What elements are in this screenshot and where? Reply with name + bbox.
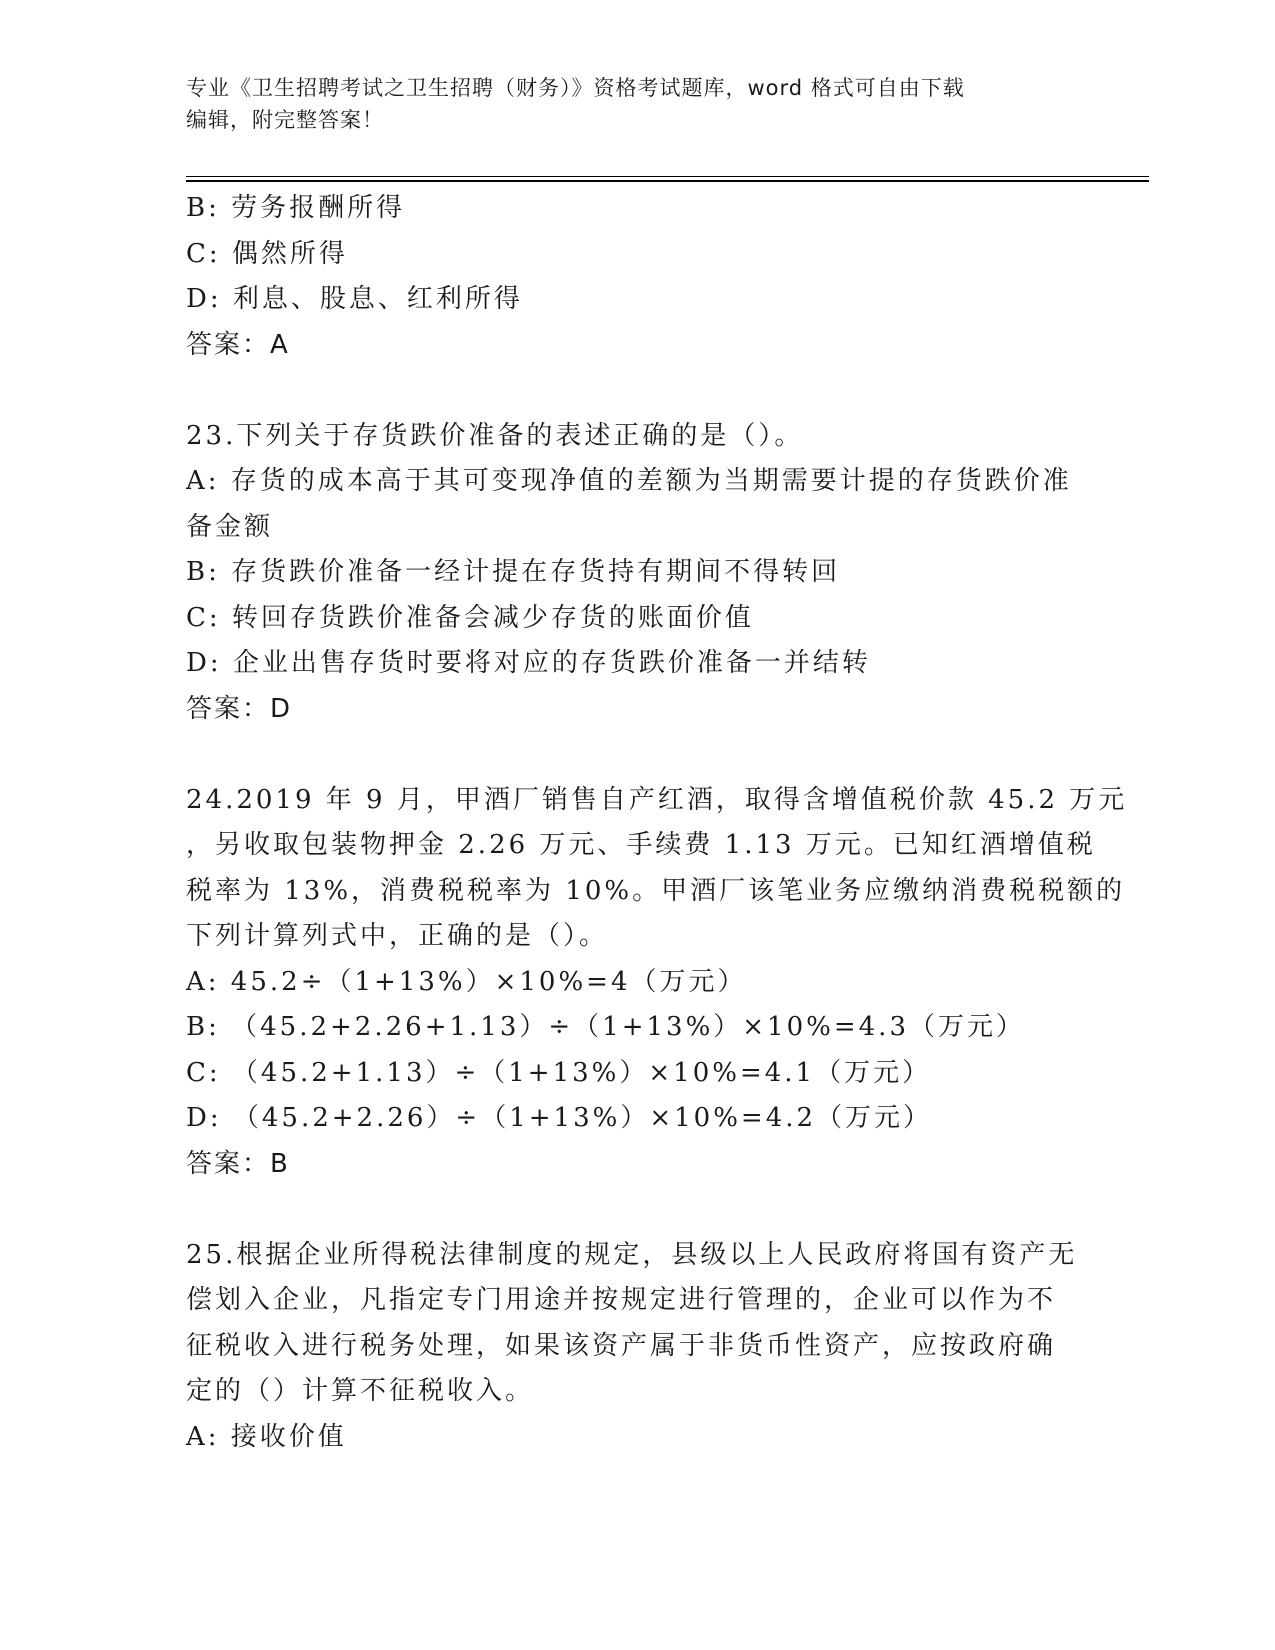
question-stem-line-4: 下列计算列式中，正确的是（）。 [186,921,609,951]
option-a: A: 接收价值 [186,1421,347,1452]
option-a: A: 45.2÷（1+13%）×10%=4（万元） [186,966,747,997]
question-25 [186,1233,1076,1461]
header-divider [186,176,1149,182]
option-d: D: （45.2+2.26）÷（1+13%）×10%=4.2（万元） [186,1103,933,1133]
question-stem-line-3: 征税收入进行税务处理，如果该资产属于非货币性资产，应按政府确 [186,1330,1057,1361]
option-c: C: 转回存货跌价准备会减少存货的账面价值 [186,602,754,633]
page-header [186,72,1076,136]
spacer [186,368,1076,414]
header-line-2: 编辑，附完整答案！ [186,108,384,132]
answer-label: 答案：B [186,1148,290,1179]
question-stem-line-1: 25.根据企业所得税法律制度的规定，县级以上人民政府将国有资产无 [186,1239,1078,1270]
option-b: B: 存货跌价准备一经计提在存货持有期间不得转回 [186,557,841,587]
question-stem-line-3: 税率为 13%，消费税税率为 10%。甲酒厂该笔业务应缴纳消费税税额的 [186,875,1126,906]
question-24 [186,778,1128,1188]
answer-label: 答案：D [186,693,293,724]
option-b: B: 劳务报酬所得 [186,193,406,223]
spacer [186,732,1076,778]
option-b: B: （45.2+2.26+1.13）÷（1+13%）×10%=4.3（万元） [186,1012,1025,1042]
option-c: C: 偶然所得 [186,238,348,269]
question-stem-line-1: 24.2019 年 9 月，甲酒厂销售自产红酒，取得含增值税价款 45.2 万元 [186,784,1128,815]
question-stem-line-2: 偿划入企业，凡指定专门用途并按规定进行管理的，企业可以作为不 [186,1285,1057,1315]
question-stem: 23.下列关于存货跌价准备的表述正确的是（）。 [186,420,804,451]
document-body [186,186,1128,1460]
question-22-continued [186,186,1076,368]
option-a-line-2: 备金额 [186,511,274,542]
header-line-1: 专业《卫生招聘考试之卫生招聘（财务）》资格考试题库，word 格式可自由下载 [186,76,965,100]
answer-label: 答案：A [186,329,290,360]
option-a-line-1: A: 存货的成本高于其可变现净值的差额为当期需要计提的存货跌价准 [186,466,1072,496]
option-d: D: 企业出售存货时要将对应的存货跌价准备一并结转 [186,648,871,678]
option-d: D: 利息、股息、红利所得 [186,284,523,314]
question-23 [186,414,1076,733]
question-stem-line-2: ，另收取包装物押金 2.26 万元、手续费 1.13 万元。已知红酒增值税 [186,830,1096,860]
question-stem-line-4: 定的（）计算不征税收入。 [186,1376,535,1406]
spacer [186,1187,1076,1233]
option-c: C: （45.2+1.13）÷（1+13%）×10%=4.1（万元） [186,1057,932,1088]
